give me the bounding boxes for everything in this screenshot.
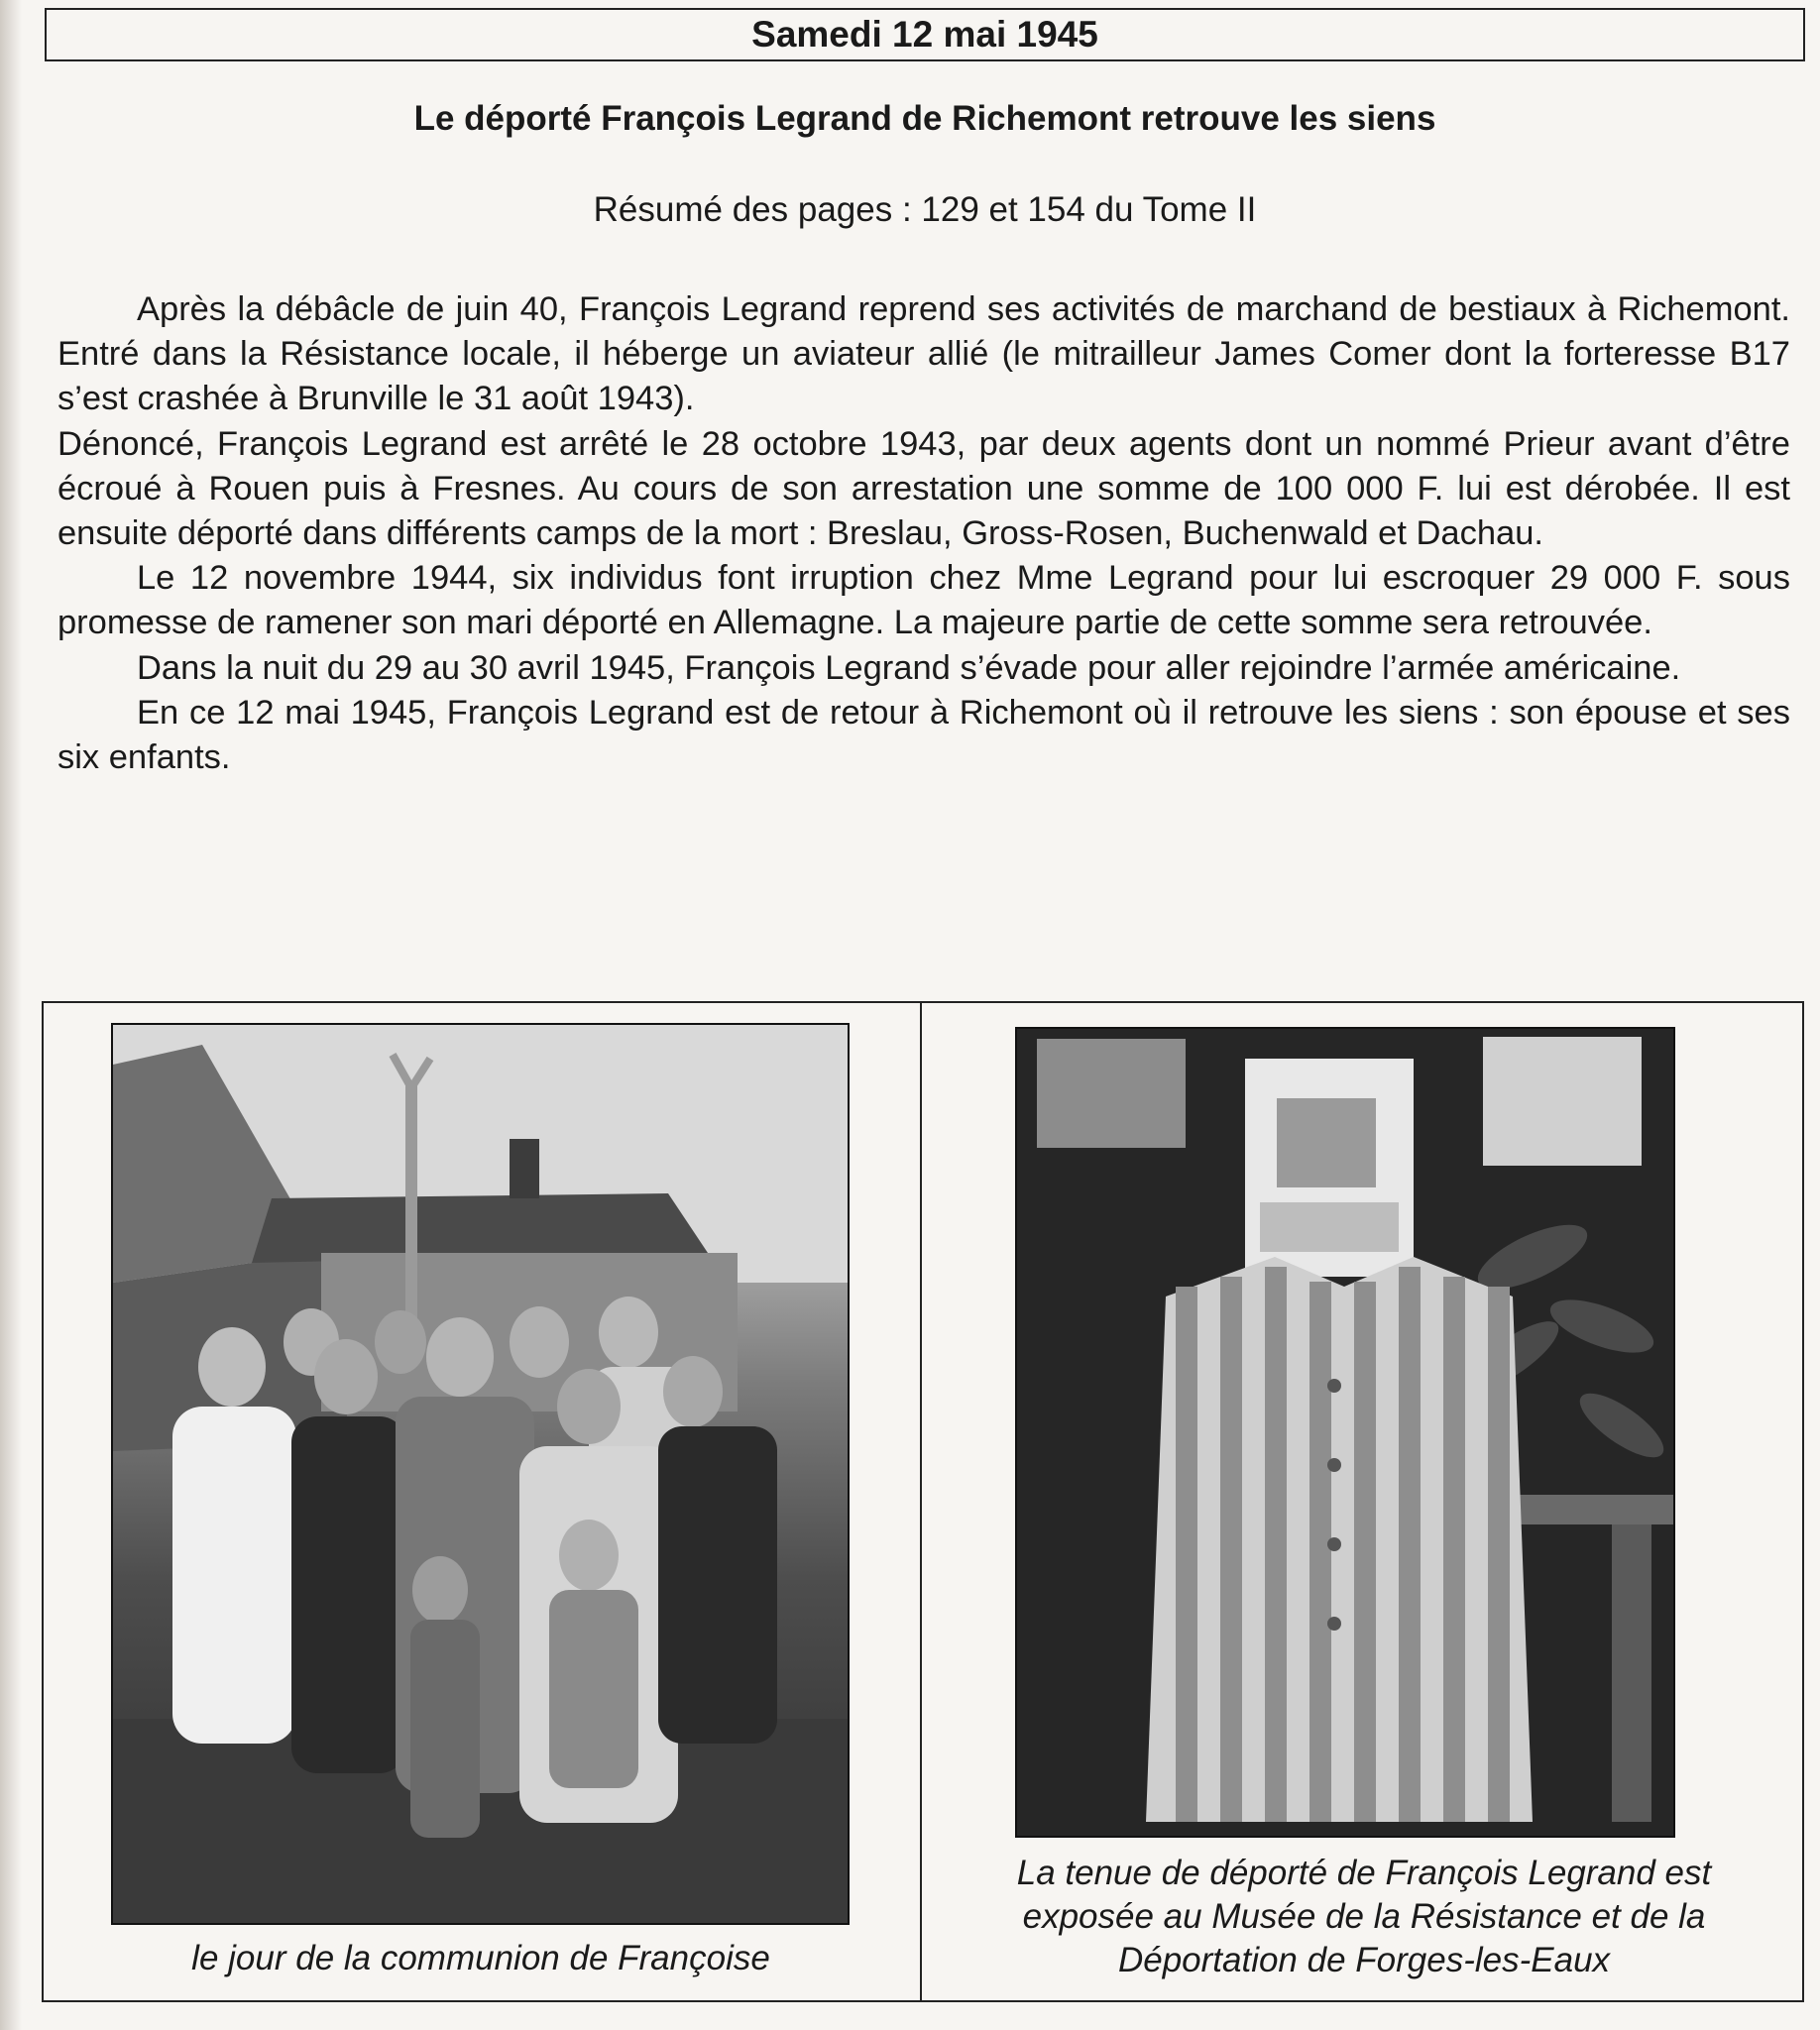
paragraph-1: Après la débâcle de juin 40, François Legrand reprend ses activités de marchand de bestiaux à Richemont. Entré dans la Résistance locale, il héberge un aviateur allié (le mitrailleur James Comer dont la forteresse B17 s’est crashée à Brunville le 31 août 1943). (57, 290, 1790, 418)
date-text: Samedi 12 mai 1945 (751, 14, 1098, 55)
paragraph-4: Dans la nuit du 29 au 30 avril 1945, François Legrand s’évade pour aller rejoindre l’armée américaine. (137, 648, 1681, 687)
right-caption-line-3: Déportation de Forges-les-Eaux (1117, 1941, 1611, 1979)
right-caption-line-1: La tenue de déporté de François Legrand est (1016, 1854, 1712, 1892)
paragraph-5: En ce 12 mai 1945, François Legrand est de retour à Richemont où il retrouve les siens : son épouse et ses six enfants. (57, 693, 1790, 777)
right-caption-line-2: exposée au Musée de la Résistance et de la (1022, 1897, 1706, 1936)
date-header (45, 8, 1805, 61)
family-photo (111, 1023, 850, 1925)
binding-shadow (0, 0, 22, 2030)
paragraph-3: Le 12 novembre 1944, six individus font irruption chez Mme Legrand pour lui escroquer 29 000 F. sous promesse de ramener son mari déporté en Allemagne. La majeure partie de cette somme sera retrouvée. (57, 559, 1790, 642)
article-title: Le déporté François Legrand de Richemont retrouve les siens (413, 99, 1436, 138)
paragraph-2: Dénoncé, François Legrand est arrêté le 28 octobre 1943, par deux agents dont un nommé Prieur avant d’être écroué à Rouen puis à Fresnes. Au cours de son arrestation une somme de 100 000 F. lui est dérobée. Il est ensuite déporté dans différents camps de la mort : Breslau, Gross-Rosen, Buchenwald et Dachau. (57, 424, 1790, 553)
article-subtitle: Résumé des pages : 129 et 154 du Tome II (593, 190, 1257, 229)
article-body (57, 287, 1790, 780)
left-photo-caption: le jour de la communion de Françoise (191, 1939, 770, 1977)
uniform-photo (1015, 1027, 1675, 1838)
right-photo-caption (928, 1852, 1800, 1982)
figure-divider (920, 1001, 922, 2002)
